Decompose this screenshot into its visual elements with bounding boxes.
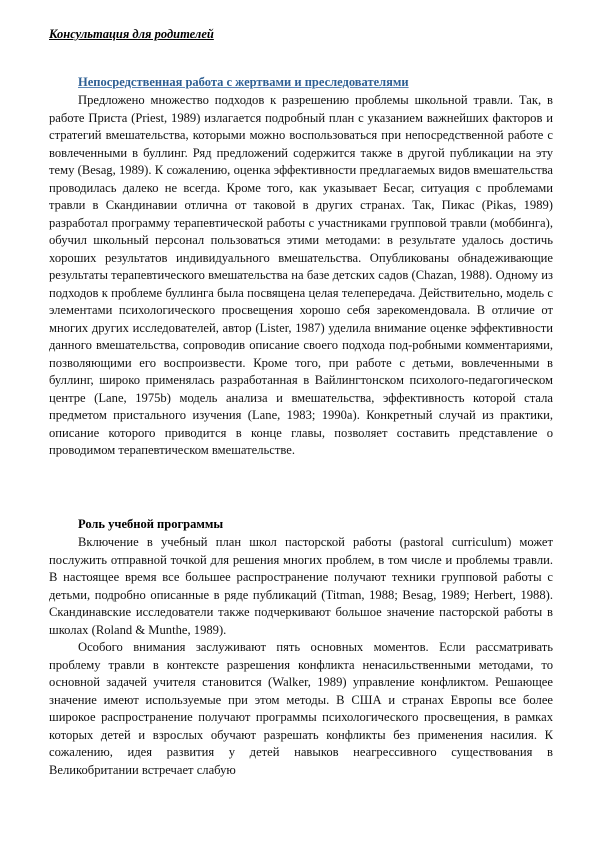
section-heading-curriculum: Роль учебной программы <box>78 517 224 531</box>
paragraph-curriculum-2: Особого внимания заслуживают пять основных моментов. Если рассматривать проблему травли в контексте разрешения конфликта ненасильственными методами, то основной задачей учителя становится (Walker, 1989) управление конфликтом. Решающее значение имеют используемые при этом методы. В США и странах Европы все более широкое распространение получают программы психологического просвещения, в рамках которых детей и взрослых обучают разрешать конфликты без применения насилия. К сожалению, идея развития у детей навыков неагрессивного существования в Великобритании встречает слабую <box>49 640 553 777</box>
paragraph-direct-work: Предложено множество подходов к разрешению проблемы школьной травли. Так, в работе Приста (Priest, 1989) излагается подробный план с указанием важнейших факторов и стратегий вмешательства, которыми можно воспользоваться при непосредственной работе с вовлеченными в буллинг. Ряд предложений содержится также в другой публикации на эту тему (Besag, 1989). К сожалению, оценка эффективности предлагаемых видов вмешательства проводилась далеко не всегда. Кроме того, как указывает Бесаг, ситуация с проблемами травли в Скандинавии отлична от таковой в других странах. Так, Пикас (Pikas, 1989) разработал программу терапевтической работы с участниками групповой травли (моббинга), обучил школьный персонал пользоваться этими методами: в результате удалось достичь хороших результатов индивидуального вмешательства. Опубликованы обнадеживающие результаты терапевтического вмешательства на базе детских садов (Chazan, 1988). Одному из подходов к проблеме буллинга была посвящена целая телепередача. Действительно, модель с элементами психологического просвещения хорошо себя зарекомендовала. В отличие от многих других исследователей, автор (Lister, 1987) уделила внимание оценке эффективности данного вмешательства, сопроводив описание своего подхода под-робными комментариями, позволяющими его воспроизвести. Кроме того, при работе с детьми, вовлеченными в буллинг, широко применялась разработанная в Вайлингтонском психолого-педагогическом центре (Lane, 1975b) модель анализа и вмешательства, эффективность которой стала предметом пристального изучения (Lane, 1983; 1990a). Конкретный случай из практики, описание которого приводится в конце главы, позволяет составить представление о проводимом терапевтическом вмешательстве. <box>49 93 553 457</box>
document-title: Консультация для родителей <box>49 27 214 41</box>
section-heading-direct-work: Непосредственная работа с жертвами и преследователями <box>78 75 409 89</box>
paragraph-curriculum-1: Включение в учебный план школ пасторской работы (pastoral curriculum) может послужить отправной точкой для решения многих проблем, в том числе и проблемы травли. В настоящее время все большее распространение получают техники групповой работы с детьми, подробно описанные в ряде публикаций (Titman, 1988; Besag, 1989; Herbert, 1988). Скандинавские исследователи также подчеркивают большое значение пасторской работы в школах (Roland & Munthe, 1989). <box>49 535 553 637</box>
